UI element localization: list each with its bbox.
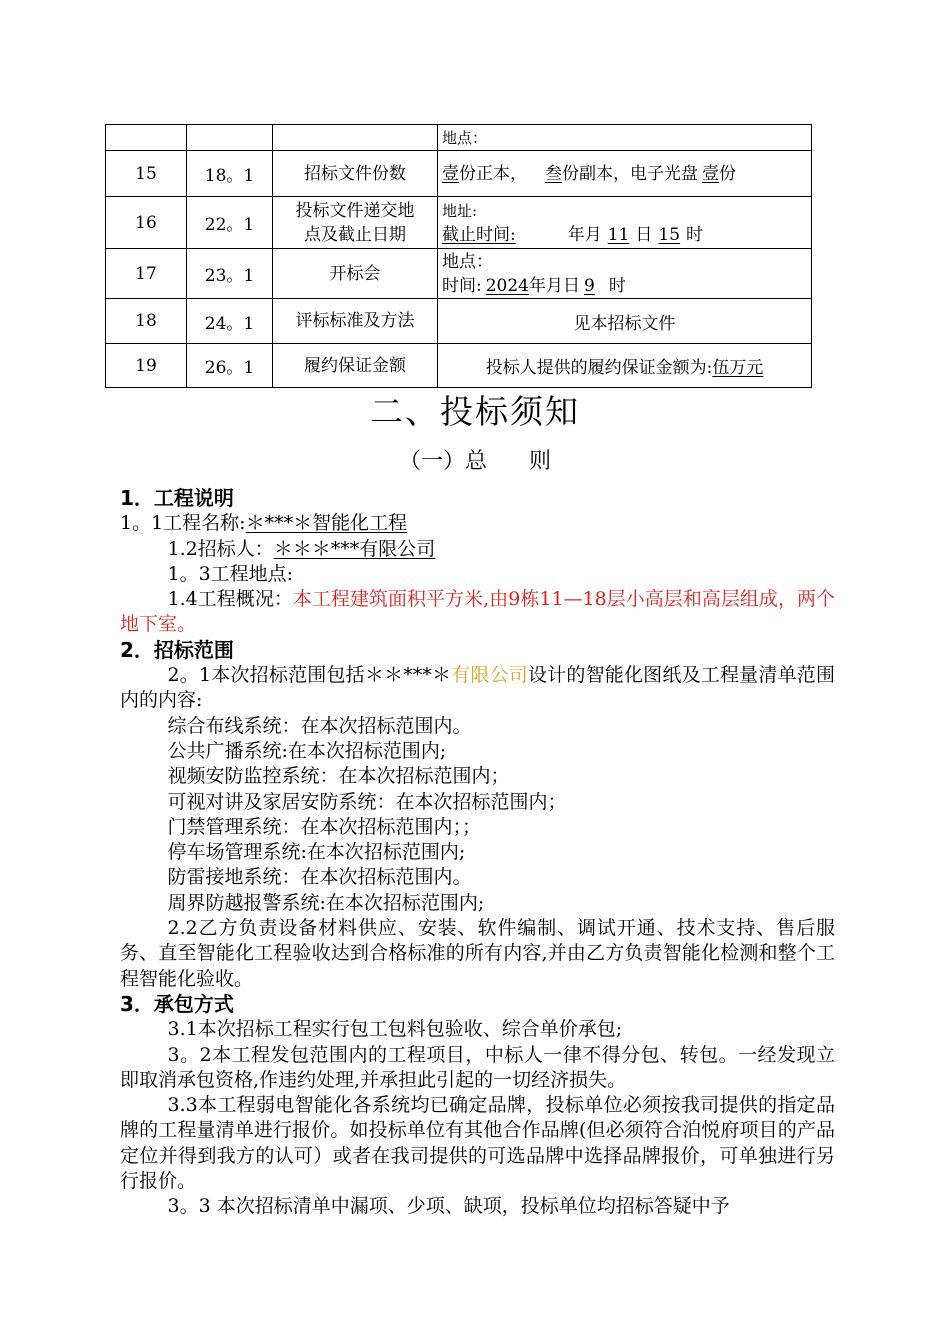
bidder-line (120, 537, 835, 562)
copies-text: 份正本， (459, 163, 527, 184)
table-cell-clause: 22。1 (187, 197, 273, 249)
table-cell-no: 16 (106, 197, 187, 249)
table-cell-item: 招标文件份数 (273, 151, 438, 197)
scope-paragraph: 2.2乙方负责设备材料供应、安装、软件编制、调试开通、技术支持、售后服务、直至智能化工程验收达到合格标准的所有内容,并由乙方负责智能化检测和整个工程智能化验收。 (120, 917, 835, 990)
list-item: 综合布线系统：在本次招标范围内。 (167, 714, 472, 737)
guarantee-label: 投标人提供的履约保证金额为: (485, 358, 713, 378)
location-label: 地点： (442, 128, 488, 147)
guarantee-amount: 伍万元 (712, 358, 764, 378)
scope-paragraph (120, 663, 835, 714)
deadline-month: 11 (607, 224, 630, 245)
project-location-line: 1。3工程地点: (167, 562, 294, 585)
list-item: 停车场管理系统:在本次招标范围内; (167, 841, 466, 864)
heading-contract-method: 3．承包方式 (120, 991, 234, 1016)
bidder-label: 1.2招标人： (167, 537, 274, 560)
bid-info-table (105, 124, 812, 388)
table-row (106, 344, 812, 388)
table-cell-no: 19 (106, 344, 187, 388)
list-item: 防雷接地系统：在本次招标范围内。 (167, 866, 472, 889)
table-cell-clause: 26。1 (187, 344, 273, 388)
copies-original: 壹 (442, 163, 459, 184)
deadline-text: 年月 (567, 224, 602, 245)
project-overview-line (120, 587, 835, 638)
section-subtitle: （一）总 则 (399, 449, 551, 474)
table-cell-item: 履约保证金额 (273, 344, 438, 388)
table-cell-item (273, 197, 438, 249)
contract-paragraph: 3.1本次招标工程实行包工包料包验收、综合单价承包; (167, 1018, 623, 1041)
table-row (106, 299, 812, 344)
project-name-value: ＊***＊智能化工程 (245, 512, 408, 535)
contract-paragraph: 3.3本工程弱电智能化各系统均已确定品牌，投标单位必须按我司提供的指定品牌的工程量清单进行报价。如投标单位有其他合作品牌(但必须符合泊悦府项目的产品定位并得到我方的认可）或者在我司提供的可选品牌中选择品牌报价，可单独进行另行报价。 (120, 1094, 835, 1193)
copies-duplicate: 叁 (545, 163, 562, 184)
table-row (106, 151, 812, 197)
table-cell-no: 18 (106, 299, 187, 344)
table-cell-content (438, 249, 812, 299)
heading-project-description: 1．工程说明 (120, 486, 234, 510)
overview-text: 本工程建筑面积平方米,由9栋11—18层小高层和高层组成，两个地下室。 (120, 588, 836, 636)
table-cell-item (273, 125, 438, 151)
company-highlight: 有限公司 (451, 664, 528, 687)
table-row (106, 197, 812, 249)
bidder-value: ＊＊＊***有限公司 (273, 537, 436, 560)
deadline-text: 时 (686, 224, 704, 245)
deadline-text: 日 (635, 224, 653, 245)
time-hour: 9 (584, 275, 595, 296)
location-label: 地点： (442, 251, 493, 272)
time-label: 时间: (442, 275, 482, 296)
table-cell-clause: 18。1 (187, 151, 273, 197)
overview-label: 1.4工程概况： (167, 588, 293, 611)
table-cell-item: 评标标准及方法 (273, 299, 438, 344)
table-cell-content (438, 151, 812, 197)
item-line: 投标文件递交地 (295, 200, 415, 221)
copies-text: 份副本，电子光盘 (562, 163, 698, 184)
list-item: 可视对讲及家居安防系统：在本次招标范围内； (167, 790, 567, 813)
section-title: 二、投标须知 (370, 392, 580, 431)
table-cell-clause: 24。1 (187, 299, 273, 344)
table-cell-content: 见本招标文件 (438, 299, 812, 344)
list-item: 周界防越报警系统:在本次招标范围内; (167, 891, 485, 914)
table-cell-clause: 23。1 (187, 249, 273, 299)
project-name-label: 1。1工程名称: (120, 512, 246, 535)
table-row (106, 125, 812, 151)
table-cell-content (438, 344, 812, 388)
heading-bid-scope: 2．招标范围 (120, 637, 234, 662)
address-label: 地址: (442, 201, 478, 220)
table-cell-no: 17 (106, 249, 187, 299)
document-body (120, 486, 835, 1220)
table-row (106, 249, 812, 299)
copies-text: 份 (719, 163, 736, 184)
scope-text: 2。1本次招标范围包括＊＊***＊ (167, 664, 452, 687)
time-text: 年月日 (529, 275, 580, 296)
table-cell-no (106, 125, 187, 151)
project-name-line (120, 511, 835, 536)
list-item: 视频安防监控系统：在本次招标范围内； (167, 765, 510, 788)
table-cell-content (438, 125, 812, 151)
contract-paragraph: 3。3 本次招标清单中漏项、少项、缺项，投标单位均招标答疑中予 (167, 1195, 730, 1218)
list-item: 门禁管理系统：在本次招标范围内；； (167, 815, 482, 838)
item-line: 点及截止日期 (304, 224, 406, 245)
copies-disc: 壹 (702, 163, 719, 184)
table-cell-no: 15 (106, 151, 187, 197)
table-cell-clause (187, 125, 273, 151)
time-year: 2024 (485, 275, 529, 296)
table-cell-item: 开标会 (273, 249, 438, 299)
contract-paragraph: 3。2本工程发包范围内的工程项目，中标人一律不得分包、转包。一经发现立即取消承包资格,作违约处理,并承担此引起的一切经济损失。 (120, 1043, 835, 1091)
table-cell-content (438, 197, 812, 249)
scope-text: 设计的智能化图纸及工程量清单范围内的内容: (120, 664, 835, 712)
deadline-label: 截止时间: (442, 224, 516, 245)
list-item: 公共广播系统:在本次招标范围内; (167, 739, 447, 762)
deadline-hour: 15 (658, 224, 681, 245)
time-text: 时 (608, 275, 626, 296)
